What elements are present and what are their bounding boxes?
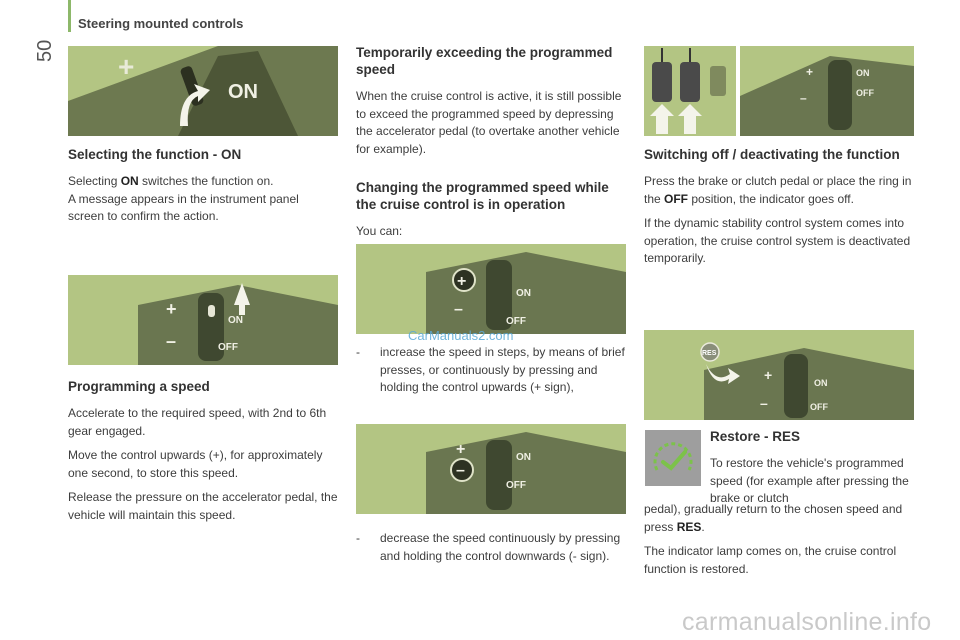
on-paragraph: Selecting ON switches the function on. A message appears in the instrument panel screen to confirm the action. (68, 174, 299, 223)
decrease-bullet: - decrease the speed continuously by pressing and holding the control downwards (- sign). (356, 531, 621, 563)
svg-text:OFF: OFF (856, 88, 874, 98)
svg-text:ON: ON (228, 315, 243, 326)
res-label: RES (702, 350, 717, 357)
svg-text:–: – (166, 331, 177, 351)
programming-p2: Move the control upwards (+), for approximately one second, to store this speed. (68, 448, 323, 480)
stalk-increase-image (356, 244, 626, 334)
svg-text:–: – (800, 91, 807, 105)
stalk-decrease-image (356, 424, 626, 514)
stalk-res-image (644, 330, 914, 420)
section-title: Steering mounted controls (78, 16, 244, 31)
res-p1b: pedal), gradually return to the chosen speed and press RES. (644, 502, 903, 534)
svg-text:+: + (166, 299, 177, 319)
plus-label: + (118, 51, 135, 82)
increase-bullet: - increase the speed in steps, by means of brief presses, or continuously by pressing and holding the control upwards (+ sign), (356, 345, 625, 394)
svg-text:ON: ON (814, 378, 828, 388)
res-p1a: To restore the vehicle's programmed speed (for example after pressing the brake or clutch (710, 456, 909, 505)
section-accent-bar (68, 0, 71, 32)
res-title: Restore - RES (710, 429, 801, 444)
stalk-programming-image (68, 275, 338, 365)
svg-text:–: – (454, 301, 463, 318)
programming-p3: Release the pressure on the accelerator pedal, the vehicle will maintain this speed. (68, 490, 338, 522)
svg-text:OFF: OFF (810, 402, 828, 412)
res-p2: The indicator lamp comes on, the cruise control function is restored. (644, 544, 897, 576)
footer-watermark: carmanualsonline.info (682, 608, 932, 636)
off-p2: If the dynamic stability control system comes into operation, the cruise control system is deactivated temporarily. (644, 216, 911, 265)
off-title: Switching off / deactivating the function (644, 147, 900, 162)
pedals-image (644, 46, 736, 136)
svg-text:ON: ON (516, 288, 531, 299)
svg-text:+: + (456, 441, 466, 458)
svg-text:OFF: OFF (506, 480, 526, 491)
programming-title: Programming a speed (68, 379, 210, 394)
svg-text:OFF: OFF (506, 316, 526, 327)
svg-text:+: + (806, 65, 814, 79)
svg-text:OFF: OFF (218, 342, 238, 353)
svg-text:ON: ON (856, 68, 870, 78)
change-paragraph: You can: (356, 224, 403, 238)
svg-text:–: – (760, 395, 768, 411)
svg-text:ON: ON (516, 452, 531, 463)
on-title: Selecting the function - ON (68, 147, 242, 162)
exceed-paragraph: When the cruise control is active, it is still possible to exceed the programmed speed by depressing the accelerator pedal (to overtake another vehicle for example). (356, 89, 622, 156)
on-label: ON (228, 81, 258, 103)
off-p1: Press the brake or clutch pedal or place the ring in the OFF position, the indicator goes off. (644, 174, 912, 206)
svg-text:+: + (764, 367, 773, 383)
programming-p1: Accelerate to the required speed, with 2nd to 6th gear engaged. (68, 406, 327, 438)
stalk-on-image (68, 46, 338, 136)
speedometer-indicator-icon (645, 430, 701, 486)
exceed-title: Temporarily exceeding the programmed speed (356, 45, 613, 77)
page-number: 50 (34, 39, 56, 62)
stalk-off-image (740, 46, 914, 136)
change-title: Changing the programmed speed while the cruise control is in operation (356, 180, 609, 212)
svg-text:–: – (456, 462, 465, 479)
svg-text:+: + (457, 273, 467, 290)
watermark-text: CarManuals2.com (408, 328, 514, 343)
